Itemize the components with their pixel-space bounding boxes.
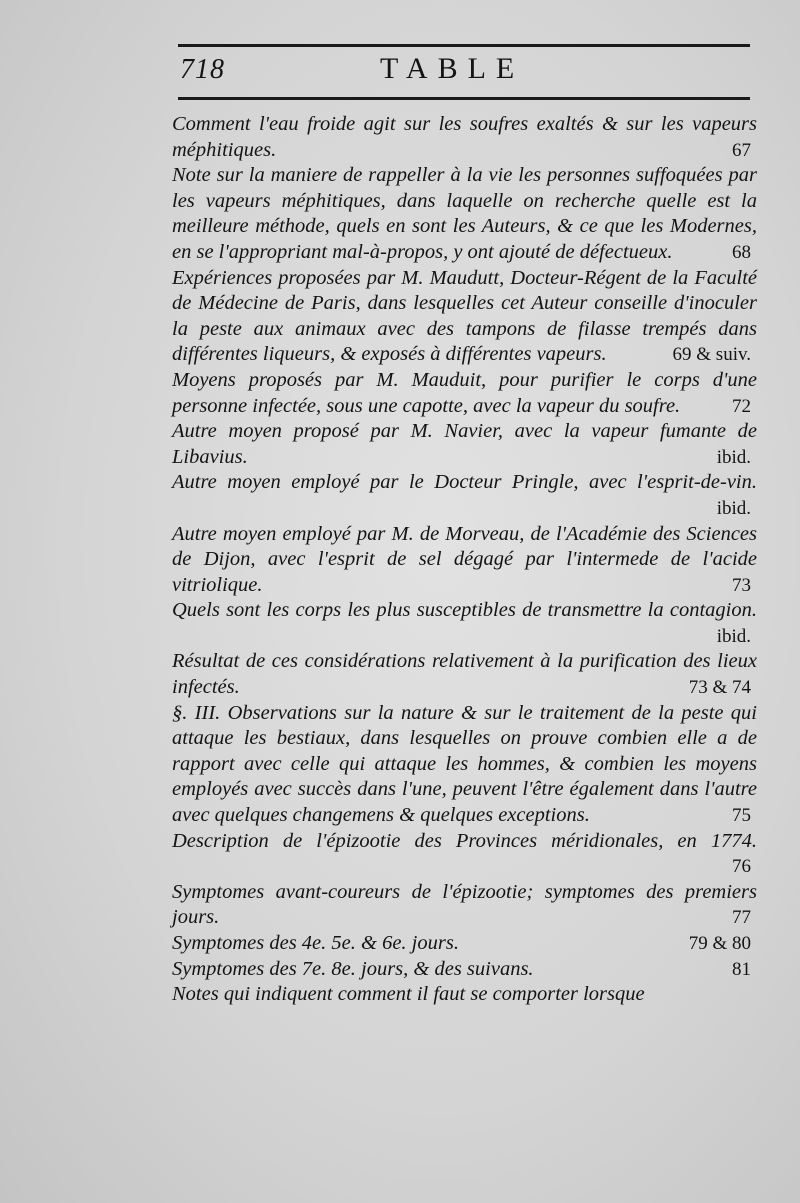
toc-entry-text: Expériences proposées par M. Maudutt, Docteur-Régent de la Faculté de Médecine de Paris, dans lesquelles cet Auteur conseille d'inoculer la peste aux animaux avec des tampons de filasse trempés dans différentes liqueurs, & exposés à différentes vapeurs. bbox=[172, 266, 757, 366]
toc-entry bbox=[172, 419, 757, 470]
toc-entry-text: Notes qui indiquent comment il faut se comporter lorsque bbox=[172, 983, 645, 1006]
toc-entry-page: 68 bbox=[732, 241, 751, 263]
page-title: TABLE bbox=[380, 52, 525, 85]
page-number: 718 bbox=[180, 54, 225, 85]
toc-entry-text: Moyens proposés par M. Mauduit, pour purifier le corps d'une personne infectée, sous une capotte, avec la vapeur du soufre. bbox=[172, 368, 757, 417]
toc-entry-page: 79 & 80 bbox=[688, 933, 751, 954]
toc-entry-page: 75 bbox=[732, 805, 751, 827]
toc-entry bbox=[172, 368, 757, 419]
toc-entry-page: 76 bbox=[732, 856, 751, 878]
toc-entry-text: Autre moyen employé par le Docteur Pringle, avec l'esprit-de-vin. bbox=[172, 471, 757, 494]
toc-entry bbox=[172, 957, 757, 983]
toc-entry-page: ibid. bbox=[716, 497, 751, 519]
toc-entry-text: Quels sont les corps les plus susceptibles de transmettre la contagion. bbox=[172, 599, 757, 622]
table-of-contents bbox=[172, 112, 757, 1008]
toc-entry bbox=[172, 598, 757, 649]
toc-entry-text: Comment l'eau froide agit sur les soufres exaltés & sur les vapeurs méphitiques. bbox=[172, 113, 757, 161]
toc-entry-text: Symptomes avant-coureurs de l'épizootie; symptomes des premiers jours. bbox=[172, 880, 757, 929]
toc-entry-page: 73 bbox=[732, 574, 751, 596]
toc-entry-text: Note sur la maniere de rappeller à la vie les personnes suffoquées par les vapeurs méphitiques, dans laquelle on recherche quelle est la meilleure méthode, quels en sont les Auteurs, & ce que les Modernes, en se l'appropriant mal-à-propos, y ont ajouté de défectueux. bbox=[172, 164, 757, 263]
toc-entry-page: 72 bbox=[732, 395, 751, 417]
toc-entry-text: Description de l'épizootie des Provinces méridionales, en 1774. bbox=[172, 829, 757, 852]
toc-entry-text: Symptomes des 4e. 5e. & 6e. jours. bbox=[172, 932, 459, 954]
toc-entry-page: ibid. bbox=[716, 446, 751, 468]
header-rule-bottom bbox=[178, 97, 750, 100]
toc-entry bbox=[172, 880, 757, 931]
toc-entry-text: Autre moyen proposé par M. Navier, avec la vapeur fumante de Libavius. bbox=[172, 420, 757, 468]
toc-entry bbox=[172, 701, 757, 829]
toc-entry bbox=[172, 522, 757, 599]
toc-entry bbox=[172, 470, 757, 521]
toc-entry bbox=[172, 163, 757, 265]
toc-entry-page: ibid. bbox=[716, 625, 751, 647]
header-rule-top bbox=[178, 44, 750, 47]
toc-entry-page: 73 & 74 bbox=[688, 677, 751, 699]
toc-entry bbox=[172, 931, 757, 957]
toc-entry-page: 77 bbox=[732, 907, 751, 929]
toc-entry bbox=[172, 982, 757, 1008]
toc-entry-page: 67 bbox=[732, 139, 751, 161]
toc-entry-text: Résultat de ces considérations relativement à la purification des lieux infectés. bbox=[172, 650, 757, 699]
toc-entry bbox=[172, 266, 757, 368]
toc-entry-page: 69 & suiv. bbox=[672, 344, 751, 366]
toc-entry-page: 81 bbox=[732, 958, 751, 980]
toc-entry-text: Autre moyen employé par M. de Morveau, de l'Académie des Sciences de Dijon, avec l'esprit de sel dégagé par l'intermede de l'acide vitriolique. bbox=[172, 522, 757, 596]
toc-entry bbox=[172, 829, 757, 880]
toc-entry-text: §. III. Observations sur la nature & sur le traitement de la peste qui attaque les bestiaux, dans lesquelles on prouve combien elle a de rapport avec celle qui attaque les hommes, & combien les moyens employés avec succès dans l'une, peuvent l'être également dans l'autre avec quelques changemens & quelques exceptions. bbox=[172, 701, 757, 827]
toc-entry bbox=[172, 112, 757, 163]
toc-entry bbox=[172, 649, 757, 700]
toc-entry-text: Symptomes des 7e. 8e. jours, & des suivans. bbox=[172, 957, 534, 980]
